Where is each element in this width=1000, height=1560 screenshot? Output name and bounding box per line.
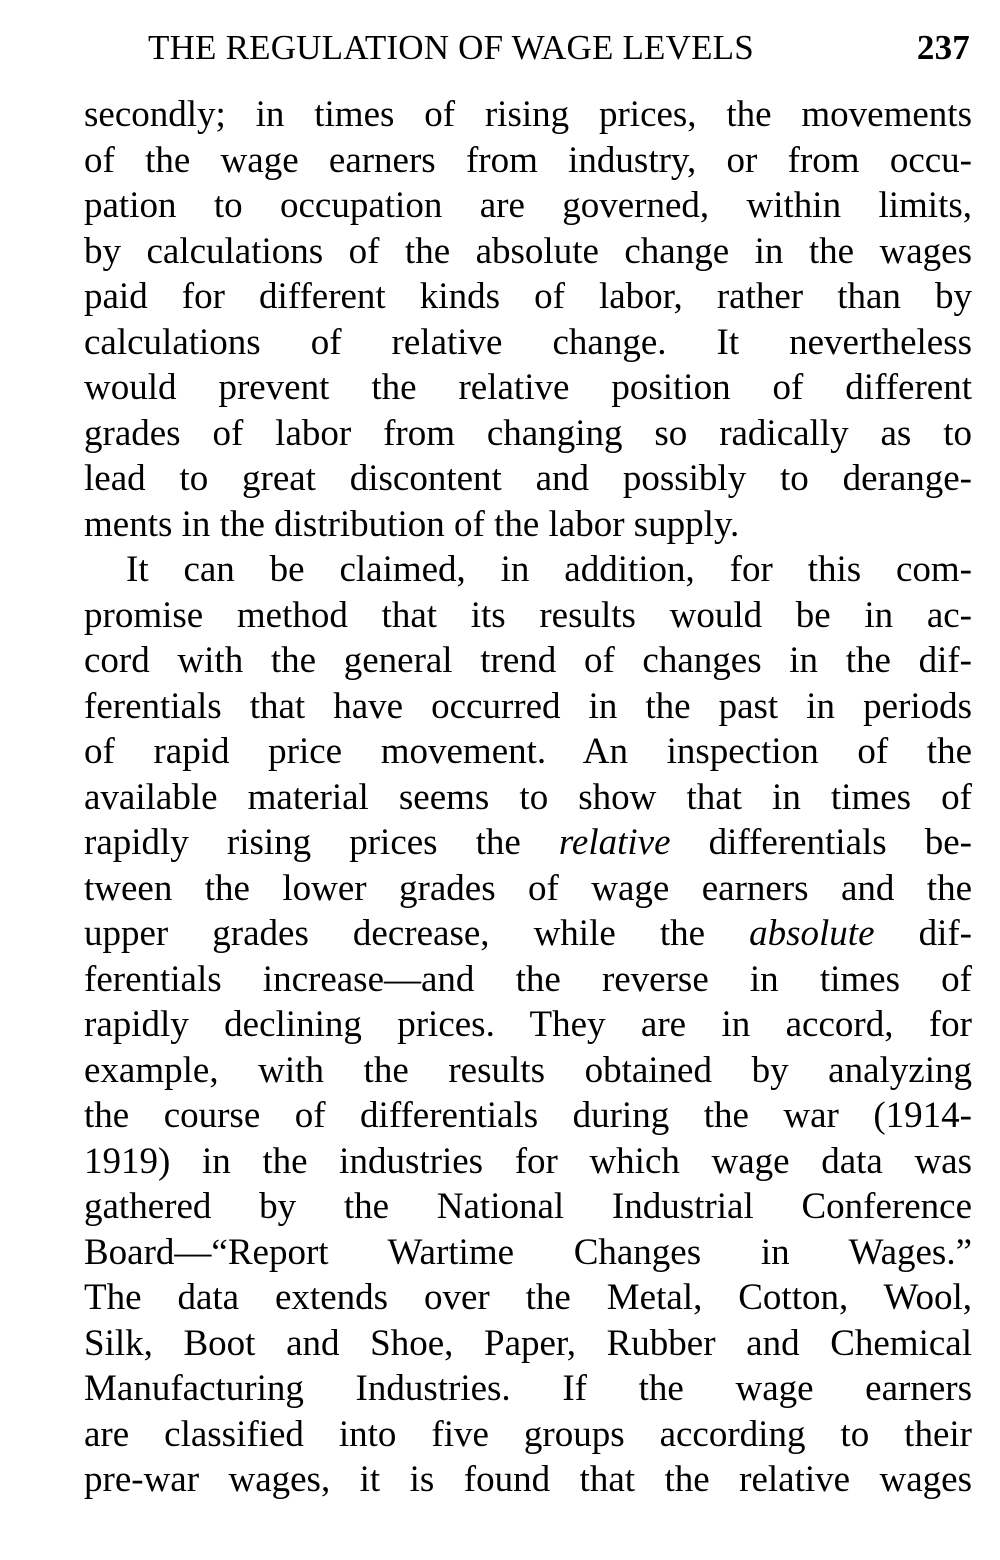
text-line: pation to occupation are governed, within limits, <box>84 185 972 226</box>
text-line: ferentials that have occurred in the past in periods <box>84 685 972 727</box>
text-line: secondly; in times of rising prices, the movements <box>84 94 972 135</box>
text-line: ments in the distribution of the labor supply. <box>84 503 740 545</box>
text-line: grades of labor from changing so radically as to <box>84 412 972 454</box>
text-line: The data extends over the Metal, Cotton, Wool, <box>84 1277 972 1318</box>
text-line: are classified into five groups according to their <box>84 1413 972 1455</box>
text-line: would prevent the relative position of different <box>84 367 972 408</box>
paragraph-1 <box>84 92 972 547</box>
text-run: dif- <box>874 913 972 954</box>
text-line: calculations of relative change. It nevertheless <box>84 321 972 363</box>
text-line: tween the lower grades of wage earners and the <box>84 867 972 909</box>
text-line: of the wage earners from industry, or from occu- <box>84 139 972 181</box>
text-run: differentials be- <box>670 822 972 863</box>
italic-word-relative: relative <box>558 822 671 863</box>
text-run: upper grades decrease, while the <box>84 913 750 954</box>
running-title: THE REGULATION OF WAGE LEVELS <box>148 28 754 67</box>
text-line: the course of differentials during the war (1914- <box>84 1095 972 1136</box>
text-line: rapidly declining prices. They are in accord, for <box>84 1004 972 1045</box>
running-head <box>148 24 970 72</box>
text-line: paid for different kinds of labor, rather than by <box>84 276 972 317</box>
text-line: available material seems to show that in times of <box>84 776 972 818</box>
paragraph-2 <box>84 547 972 1503</box>
text-line-with-italic <box>84 911 972 957</box>
body-text <box>84 92 972 1503</box>
text-line: Manufacturing Industries. If the wage earners <box>84 1368 972 1409</box>
text-line: Board—“Report Wartime Changes in Wages.” <box>84 1231 972 1273</box>
text-line-with-italic <box>84 820 972 866</box>
page-number: 237 <box>916 28 970 67</box>
text-line: cord with the general trend of changes in the dif- <box>84 640 972 681</box>
text-line: example, with the results obtained by analyzing <box>84 1049 972 1091</box>
text-line: pre-war wages, it is found that the relative wages <box>84 1459 972 1500</box>
text-line: It can be claimed, in addition, for this com- <box>126 549 972 590</box>
text-run: rapidly rising prices the <box>84 822 559 863</box>
text-line: gathered by the National Industrial Conference <box>84 1186 972 1227</box>
text-line: ferentials increase—and the reverse in times of <box>84 958 972 1000</box>
text-line: lead to great discontent and possibly to derange- <box>84 458 972 499</box>
text-line: Silk, Boot and Shoe, Paper, Rubber and Chemical <box>84 1322 972 1364</box>
italic-word-absolute: absolute <box>749 913 875 954</box>
text-line: by calculations of the absolute change in the wages <box>84 230 972 272</box>
text-line: promise method that its results would be in ac- <box>84 594 972 636</box>
text-line: of rapid price movement. An inspection of the <box>84 731 972 772</box>
text-line: 1919) in the industries for which wage data was <box>84 1140 972 1182</box>
